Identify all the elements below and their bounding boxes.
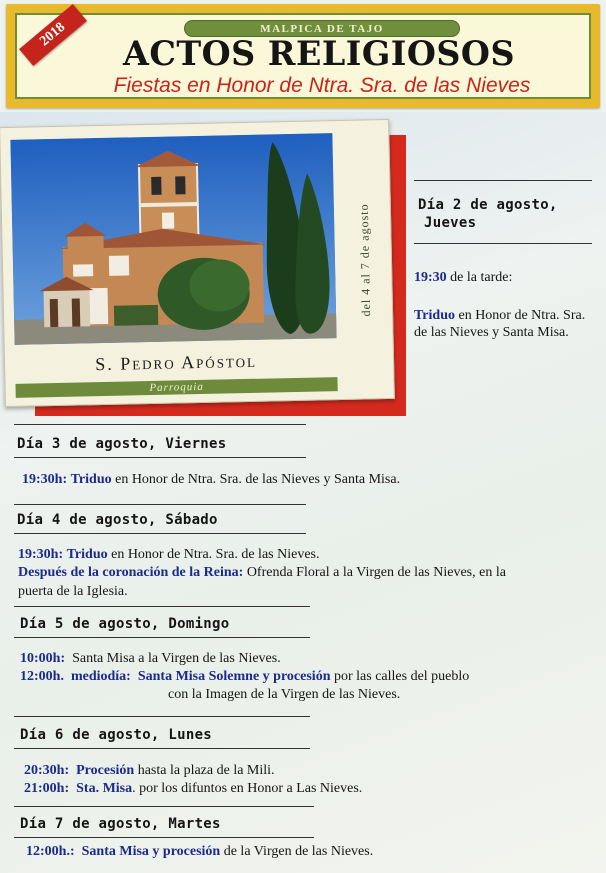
day-7-time: 12:00h. — [26, 844, 70, 859]
day-5-line2 — [20, 668, 590, 685]
day-5-heading: Día 5 de agosto, Domingo — [20, 616, 230, 632]
day-5-bold2: Santa Misa Solemne y procesión — [137, 669, 331, 684]
day-6-bold1: Procesión — [76, 763, 135, 778]
header-banner — [6, 4, 600, 108]
church-illustration — [10, 133, 336, 345]
divider — [14, 424, 306, 425]
parish-label: Parroquia — [15, 377, 337, 398]
card-dates-text: del 4 al 7 de agosto — [356, 203, 373, 317]
day-6-line2: 21:00h: Sta. Misa. por los difuntos en Honor a Las Nieves. — [24, 781, 363, 796]
day-4-triduo: Triduo — [66, 547, 108, 562]
divider — [14, 457, 306, 458]
day-2-triduo: Triduo — [414, 308, 455, 323]
divider — [14, 504, 306, 505]
day-3-triduo: Triduo — [70, 472, 112, 487]
day-5-text2: por las calles del pueblo — [333, 669, 470, 684]
day-4-after-text2: puerta de la Iglesia. — [18, 584, 128, 599]
town-name: MALPICA DE TAJO — [184, 20, 460, 37]
day-2-time: 19:30 — [414, 270, 447, 285]
day-5-text1: Santa Misa a la Virgen de las Nieves. — [72, 651, 281, 666]
day-2-description — [414, 307, 594, 341]
day-7-text: de la Virgen de las Nieves. — [223, 844, 374, 859]
day-2-time-suffix: de la tarde: — [450, 270, 513, 285]
day-2-heading-line2: Jueves — [424, 215, 477, 231]
day-6-heading: Día 6 de agosto, Lunes — [20, 727, 213, 743]
day-6-text2: . por los difuntos en Honor a Las Nieves. — [132, 781, 363, 796]
day-5-time2: 12:00h. — [20, 669, 64, 684]
day-5-time1: 10:00h — [20, 651, 61, 666]
day-5-midday: mediodía: — [70, 669, 131, 684]
day-6-bold2: Sta. Misa — [76, 781, 133, 796]
day-3-line: 19:30h: Triduo en Honor de Ntra. Sra. de las Nieves y Santa Misa. — [22, 472, 401, 487]
divider — [14, 637, 310, 638]
day-4-heading: Día 4 de agosto, Sábado — [17, 512, 218, 528]
divider — [14, 716, 310, 717]
day-4-line1: 19:30h: Triduo en Honor de Ntra. Sra. de las Nieves. — [18, 547, 320, 562]
day-3-heading: Día 3 de agosto, Viernes — [17, 436, 227, 452]
page-subtitle: Fiestas en Honor de Ntra. Sra. de las Nieves — [113, 74, 531, 97]
day-4-text: en Honor de Ntra. Sra. de las Nieves. — [111, 547, 320, 562]
divider — [14, 806, 314, 807]
day-2-time-line — [414, 269, 594, 286]
photo-card — [0, 119, 395, 407]
day-6-time1: 20:30h — [24, 763, 65, 778]
church-name: S. Pedro Apóstol — [94, 350, 258, 375]
divider — [414, 180, 592, 181]
day-5-line1: 10:00h: Santa Misa a la Virgen de las Nieves. — [20, 651, 281, 666]
day-6-line1: 20:30h: Procesión hasta la plaza de la Mili. — [24, 763, 275, 778]
day-2-heading-line1: Día 2 de agosto, — [418, 197, 558, 213]
divider — [14, 748, 310, 749]
day-4-after-label: Después de la coronación de la Reina — [18, 565, 239, 580]
header-inner-panel — [15, 13, 591, 99]
day-3-time: 19:30h — [22, 472, 63, 487]
day-4-time: 19:30h — [18, 547, 59, 562]
page-title: ACTOS RELIGIOSOS — [122, 34, 515, 74]
divider — [14, 533, 306, 534]
day-4-line2: Después de la coronación de la Reina: Ofrenda Floral a la Virgen de las Nieves, en la — [18, 565, 506, 580]
day-6-text1: hasta la plaza de la Mili. — [137, 763, 275, 778]
day-7-heading: Día 7 de agosto, Martes — [20, 816, 221, 832]
divider — [14, 606, 310, 607]
divider — [414, 243, 592, 244]
day-3-text: en Honor de Ntra. Sra. de las Nieves y Santa Misa. — [115, 472, 401, 487]
day-4-after-text: Ofrenda Floral a la Virgen de las Nieves, en la — [246, 565, 506, 580]
day-5-text2b: con la Imagen de la Virgen de las Nieves. — [168, 687, 401, 702]
divider — [14, 837, 314, 838]
year-ribbon: 2018 — [19, 4, 87, 66]
church-photo — [10, 133, 336, 345]
card-dates — [344, 132, 385, 388]
day-2-text: en Honor de Ntra. Sra. de las Nieves y Santa Misa. — [414, 308, 586, 340]
day-7-line: 12:00h.: Santa Misa y procesión de la Virgen de las Nieves. — [26, 844, 374, 859]
day-7-bold: Santa Misa y procesión — [81, 844, 221, 859]
day-6-time2: 21:00h — [24, 781, 65, 796]
